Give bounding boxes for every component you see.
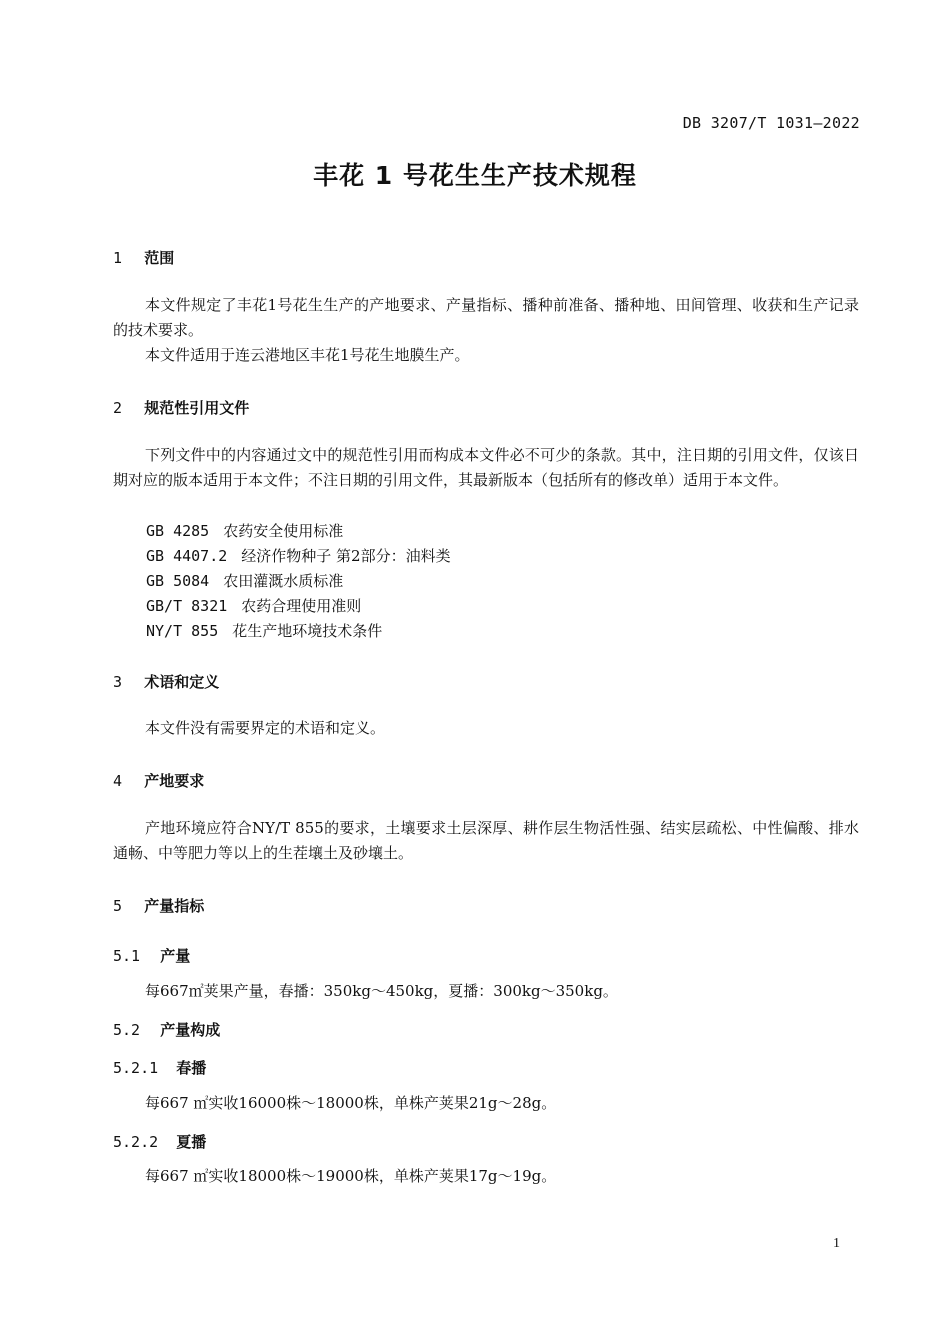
subsection-5-2-1-heading (113, 1057, 206, 1078)
section-number: 5.2.1 (113, 1059, 159, 1077)
section-3-heading (113, 671, 219, 692)
section-title: 春播 (176, 1059, 207, 1077)
reference-code: GB 5084 (146, 572, 210, 590)
section-number: 2 (113, 399, 123, 417)
section-4-heading (113, 770, 204, 791)
reference-code: NY/T 855 (146, 622, 219, 640)
reference-item (146, 620, 382, 641)
section-number: 5.2 (113, 1021, 141, 1039)
paragraph: 本文件规定了丰花1号花生生产的产地要求、产量指标、播种前准备、播种地、田间管理、收获和生产记录的技术要求。 (113, 296, 859, 339)
section-title: 规范性引用文件 (144, 399, 250, 417)
standard-number: DB 3207/T 1031—2022 (682, 114, 860, 132)
reference-item (146, 570, 343, 591)
paragraph: 产地环境应符合NY/T 855的要求，土壤要求土层深厚、耕作层生物活性强、结实层疏松、中性偏酸、排水通畅、中等肥力等以上的生茬壤土及砂壤土。 (113, 819, 859, 862)
section-2-heading (113, 397, 249, 418)
paragraph: 每667 ㎡实收18000株～19000株，单株产荚果17g～19g。 (145, 1167, 557, 1185)
section-1-heading (113, 247, 174, 268)
reference-name: 花生产地环境技术条件 (232, 622, 383, 640)
paragraph: 本文件适用于连云港地区丰花1号花生地膜生产。 (145, 346, 470, 364)
subsection-5-1-heading (113, 945, 190, 966)
section-title: 范围 (144, 249, 175, 267)
reference-name: 农药合理使用准则 (241, 597, 362, 615)
section-title: 产地要求 (144, 772, 205, 790)
section-title: 术语和定义 (144, 673, 220, 691)
reference-name: 经济作物种子 第2部分：油料类 (241, 547, 451, 565)
paragraph: 下列文件中的内容通过文中的规范性引用而构成本文件必不可少的条款。其中，注日期的引用文件，仅该日期对应的版本适用于本文件；不注日期的引用文件，其最新版本（包括所有的修改单）适用于本文件。 (113, 446, 859, 489)
section-number: 3 (113, 673, 123, 691)
section-5-heading (113, 895, 204, 916)
section-number: 5 (113, 897, 123, 915)
section-number: 1 (113, 249, 123, 267)
subsection-5-2-2-heading (113, 1131, 206, 1152)
reference-code: GB 4407.2 (146, 547, 228, 565)
section-number: 4 (113, 772, 123, 790)
paragraph: 每667 ㎡实收16000株～18000株，单株产荚果21g～28g。 (145, 1094, 557, 1112)
reference-code: GB 4285 (146, 522, 210, 540)
reference-item (146, 545, 451, 566)
reference-name: 农田灌溉水质标准 (223, 572, 344, 590)
section-title: 夏播 (176, 1133, 207, 1151)
reference-code: GB/T 8321 (146, 597, 228, 615)
reference-item (146, 595, 361, 616)
section-number: 5.1 (113, 947, 141, 965)
section-title: 产量构成 (160, 1021, 221, 1039)
reference-name: 农药安全使用标准 (223, 522, 344, 540)
paragraph: 每667㎡荚果产量，春播：350kg～450kg，夏播：300kg～350kg。 (145, 982, 618, 1000)
document-title: 丰花 1 号花生生产技术规程 (313, 161, 637, 190)
section-number: 5.2.2 (113, 1133, 159, 1151)
paragraph: 本文件没有需要界定的术语和定义。 (145, 719, 386, 737)
section-title: 产量指标 (144, 897, 205, 915)
page-number: 1 (833, 1236, 840, 1251)
section-title: 产量 (160, 947, 191, 965)
reference-item (146, 520, 343, 541)
subsection-5-2-heading (113, 1019, 220, 1040)
